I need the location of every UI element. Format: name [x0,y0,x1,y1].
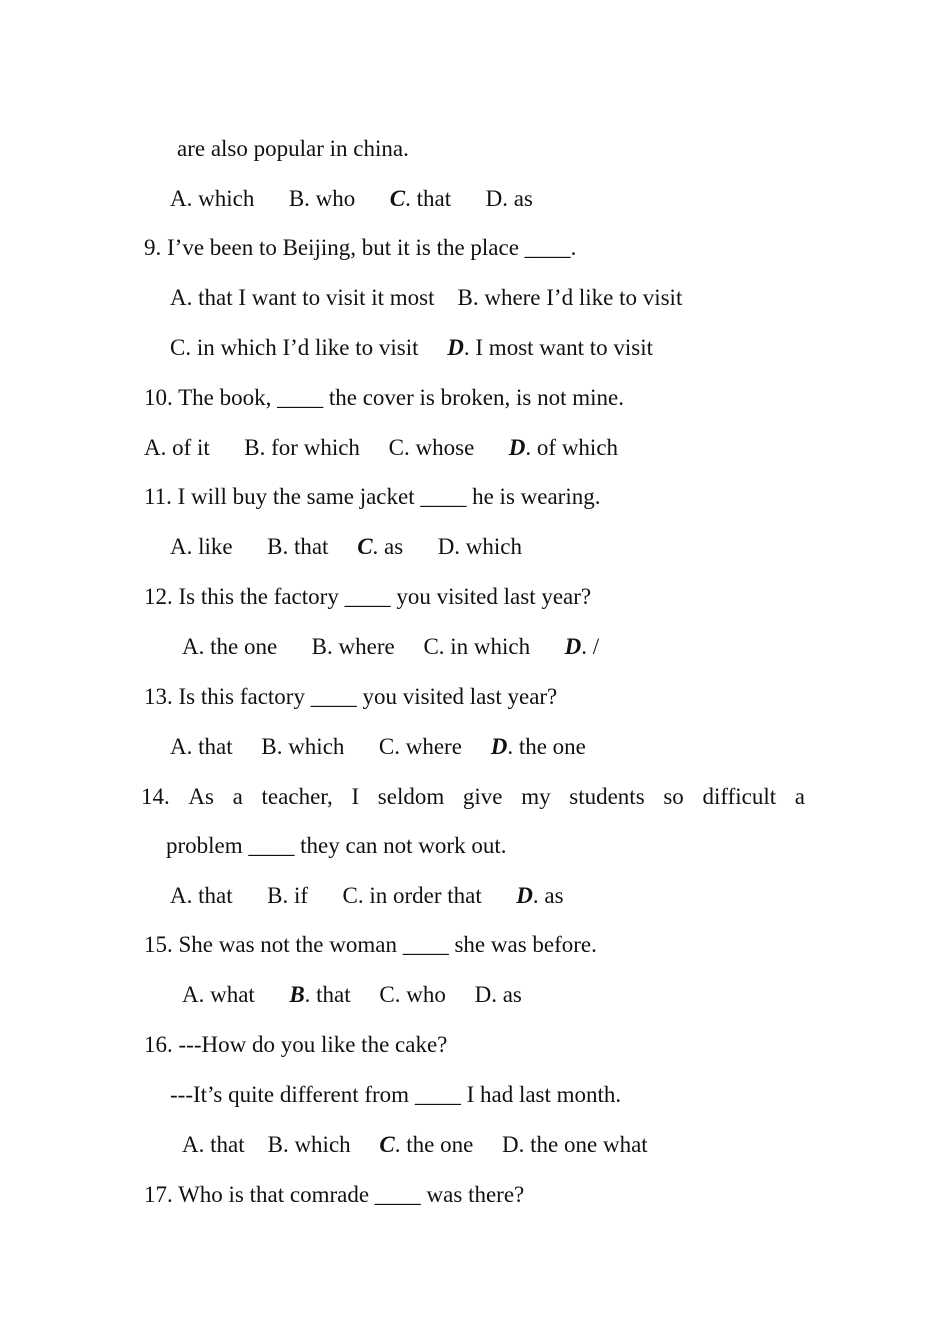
q9-question: 9. I’ve been to Beijing, but it is the place ____. [144,235,577,260]
options-text-rest: . I most want to visit [463,335,654,360]
options-text-rest: . as [532,883,564,908]
options-text-rest: . the one [507,734,586,759]
q13-options [170,733,586,761]
options-text: C. in which I’d like to visit [170,335,448,360]
options-text: A. what [182,982,290,1007]
q17-question: 17. Who is that comrade ____ was there? [144,1182,525,1207]
options-text-rest: . as D. which [372,534,523,559]
q11-options [170,533,522,561]
q13-question: 13. Is this factory ____ you visited last year? [144,684,558,709]
word: a [794,784,805,809]
word: difficult [702,784,777,809]
q10-question: 10. The book, ____ the cover is broken, is not mine. [144,385,624,410]
word: a [232,784,243,809]
options-text: A. the one B. where C. in which [182,634,565,659]
q16-dialogue: ---It’s quite different from ____ I had last month. [170,1082,622,1107]
word: my [521,784,551,809]
options-text-rest: . / [581,634,600,659]
q16-options [182,1131,648,1159]
answer-letter: C [379,1132,395,1157]
word: I [351,784,360,809]
word: As [188,784,214,809]
options-text: A. of it B. for which C. whose [144,435,509,460]
answer-letter: B [289,982,305,1007]
answer-letter: C [357,534,373,559]
word: give [462,784,503,809]
q12-options [182,633,599,661]
q11-question: 11. I will buy the same jacket ____ he is wearing. [144,484,601,509]
options-text-rest: . that C. who D. as [304,982,522,1007]
q10-options [144,434,618,462]
word: 14. [141,784,170,809]
word: teacher, [261,784,333,809]
word: seldom [377,784,445,809]
options-text: A. that B. if C. in order that [170,883,517,908]
q15-question: 15. She was not the woman ____ she was before. [144,932,597,957]
q16-question: 16. ---How do you like the cake? [144,1032,448,1057]
answer-letter: D [508,435,526,460]
options-text-rest: . that D. as [405,186,533,211]
answer-letter: D [516,883,533,908]
options-text: A. which B. who [170,186,390,211]
q14-question-line-2: problem ____ they can not work out. [166,833,507,858]
q8-options [170,185,533,213]
answer-letter: D [564,634,582,659]
options-text-rest: . the one D. the one what [394,1132,648,1157]
word: students [569,784,645,809]
word: so [663,784,684,809]
options-text: A. like B. that [170,534,358,559]
answer-letter: C [389,186,406,211]
q9-options-2 [170,334,653,362]
answer-letter: D [447,335,464,360]
q12-question: 12. Is this the factory ____ you visited last year? [144,584,592,609]
q14-options [170,882,564,910]
options-text-rest: . of which [525,435,619,460]
q15-options [182,981,522,1009]
q9-options-1: A. that I want to visit it most B. where I’d like to visit [170,285,683,310]
q14-question-line-1 [141,783,805,811]
options-text: A. that B. which C. where [170,734,491,759]
options-text: A. that B. which [182,1132,380,1157]
answer-letter: D [490,734,508,759]
line-continuation: are also popular in china. [177,136,409,161]
